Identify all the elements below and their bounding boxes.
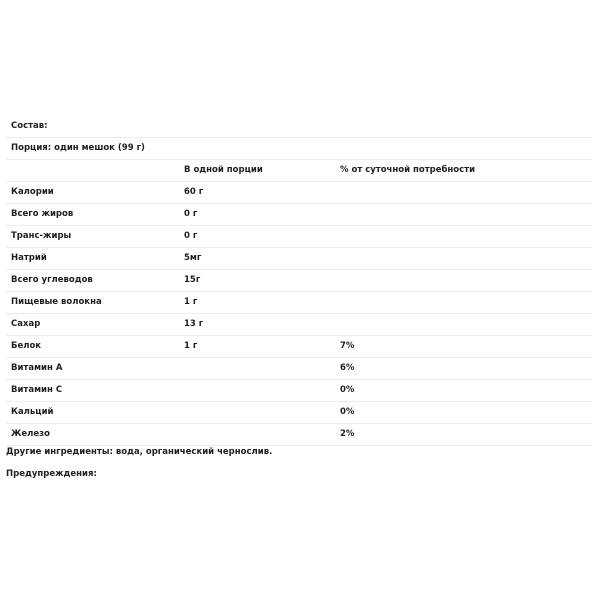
nutrient-name: Всего углеводов	[11, 275, 93, 285]
table-row	[6, 182, 592, 204]
table-row	[6, 424, 592, 446]
nutrient-name: Витамин А	[11, 363, 63, 373]
nutrient-amount: 13 г	[184, 319, 204, 329]
nutrient-amount: 1 г	[184, 341, 198, 351]
nutrient-percent: 0%	[340, 407, 355, 417]
table-row	[6, 380, 592, 402]
table-row	[6, 314, 592, 336]
nutrient-name: Витамин С	[11, 385, 63, 395]
nutrient-name: Транс-жиры	[11, 231, 72, 241]
daily-value-header: % от суточной потребности	[340, 165, 476, 175]
serving-label: Порция: один мешок (99 г)	[11, 143, 145, 153]
nutrient-amount: 15г	[184, 275, 201, 285]
nutrient-percent: 7%	[340, 341, 355, 351]
nutrition-table	[6, 116, 592, 446]
serving-row	[6, 138, 592, 160]
table-row	[6, 226, 592, 248]
table-row	[6, 358, 592, 380]
table-header-row	[6, 160, 592, 182]
nutrient-name: Железо	[11, 429, 50, 439]
nutrient-name: Сахар	[11, 319, 41, 329]
table-row	[6, 402, 592, 424]
nutrient-amount: 0 г	[184, 231, 198, 241]
per-serving-header: В одной порции	[184, 165, 263, 175]
nutrient-name: Кальций	[11, 407, 54, 417]
nutrient-percent: 0%	[340, 385, 355, 395]
nutrient-name: Белок	[11, 341, 42, 351]
other-ingredients: Другие ингредиенты: вода, органический чернослив.	[6, 447, 273, 457]
table-row	[6, 270, 592, 292]
nutrient-name: Пищевые волокна	[11, 297, 102, 307]
nutrient-percent: 2%	[340, 429, 355, 439]
warnings-label: Предупреждения:	[6, 469, 97, 479]
nutrient-amount: 5мг	[184, 253, 202, 263]
nutrient-name: Всего жиров	[11, 209, 74, 219]
table-row	[6, 204, 592, 226]
nutrient-amount: 1 г	[184, 297, 198, 307]
nutrient-name: Калории	[11, 187, 54, 197]
table-row	[6, 248, 592, 270]
composition-label: Состав:	[11, 121, 48, 131]
nutrient-amount: 0 г	[184, 209, 198, 219]
composition-row	[6, 116, 592, 138]
table-row	[6, 292, 592, 314]
nutrient-percent: 6%	[340, 363, 355, 373]
nutrient-name: Натрий	[11, 253, 47, 263]
table-row	[6, 336, 592, 358]
nutrient-amount: 60 г	[184, 187, 204, 197]
